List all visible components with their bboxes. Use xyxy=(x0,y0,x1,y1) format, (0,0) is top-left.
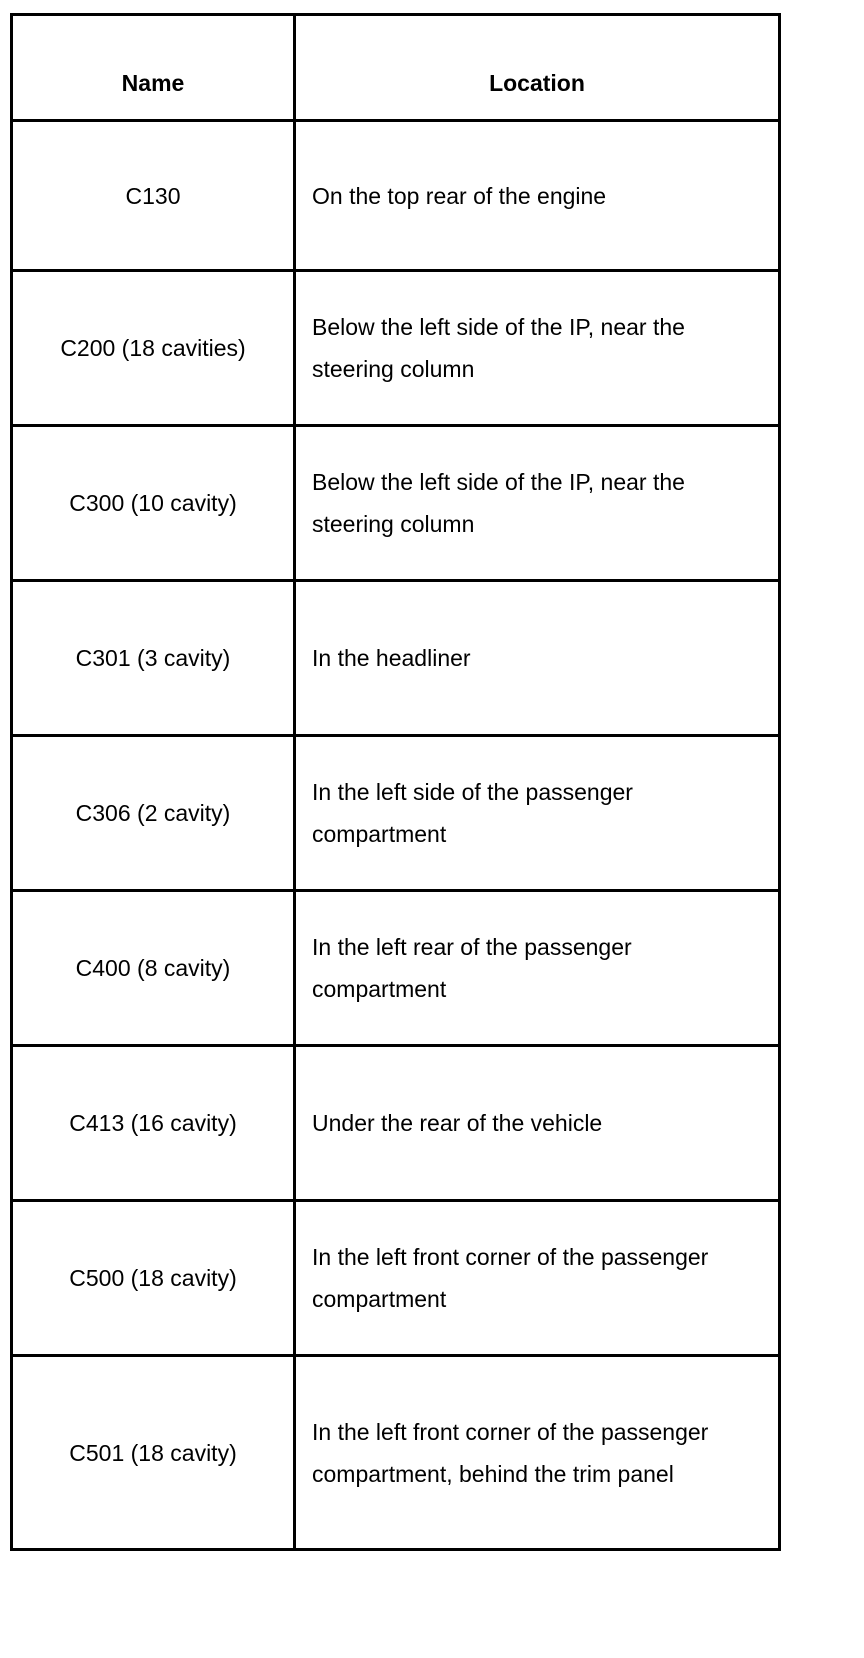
connector-location-cell xyxy=(296,582,778,734)
table-row xyxy=(13,122,778,272)
table-row xyxy=(13,427,778,582)
location-text: In the headliner xyxy=(312,645,471,671)
connector-name-cell: C301 (3 cavity) xyxy=(13,582,296,734)
table-row xyxy=(13,737,778,892)
connector-name-cell: C400 (8 cavity) xyxy=(13,892,296,1044)
location-text: In the left front corner of the passenger compartment, behind the trim panel xyxy=(312,1418,709,1487)
connector-location-cell xyxy=(296,122,778,269)
table-row xyxy=(13,1357,778,1548)
column-header-location: Location xyxy=(489,69,585,96)
connector-location-table xyxy=(10,13,781,1551)
connector-location-cell xyxy=(296,1357,778,1548)
connector-location-cell xyxy=(296,427,778,579)
connector-name-cell: C130 xyxy=(13,122,296,269)
connector-location-cell xyxy=(296,272,778,424)
connector-name-cell: C500 (18 cavity) xyxy=(13,1202,296,1354)
location-text: In the left side of the passenger compartment xyxy=(312,779,633,847)
connector-location-cell xyxy=(296,892,778,1044)
location-text: In the left front corner of the passenger compartment xyxy=(312,1244,709,1312)
table-header-row xyxy=(13,16,778,122)
location-text: In the left rear of the passenger compartment xyxy=(312,934,632,1002)
connector-location-cell xyxy=(296,1047,778,1199)
table-row xyxy=(13,582,778,737)
table-row xyxy=(13,1202,778,1357)
location-text: Under the rear of the vehicle xyxy=(312,1110,603,1136)
connector-location-cell xyxy=(296,737,778,889)
table-row xyxy=(13,892,778,1047)
location-text: On the top rear of the engine xyxy=(312,182,607,209)
location-text: Below the left side of the IP, near the steering column xyxy=(312,469,685,537)
connector-name-cell: C306 (2 cavity) xyxy=(13,737,296,889)
connector-name-cell: C501 (18 cavity) xyxy=(13,1357,296,1548)
connector-name-cell: C300 (10 cavity) xyxy=(13,427,296,579)
table-row xyxy=(13,272,778,427)
connector-name-cell: C200 (18 cavities) xyxy=(13,272,296,424)
connector-location-cell xyxy=(296,1202,778,1354)
table-row xyxy=(13,1047,778,1202)
location-text: Below the left side of the IP, near the steering column xyxy=(312,314,685,382)
connector-name-cell: C413 (16 cavity) xyxy=(13,1047,296,1199)
column-header-name: Name xyxy=(13,16,296,119)
